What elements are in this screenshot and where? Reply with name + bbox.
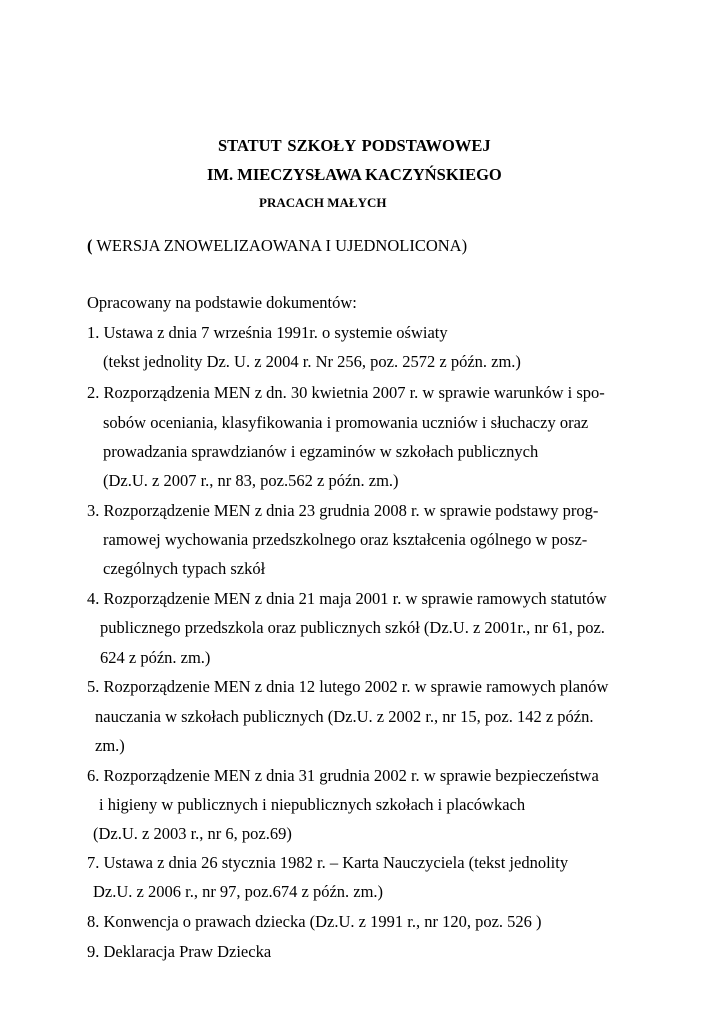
doc-3-line-1: 3. Rozporządzenie MEN z dnia 23 grudnia 2008 r. w sprawie podstawy prog- [87, 501, 599, 520]
doc-3-line-3: czególnych typach szkół [103, 559, 266, 578]
doc-2-line-4: (Dz.U. z 2007 r., nr 83, poz.562 z późn. zm.) [103, 471, 399, 490]
doc-5-line-2: nauczania w szkołach publicznych (Dz.U. z 2002 r., nr 15, poz. 142 z późn. [95, 707, 594, 726]
doc-4-line-1: 4. Rozporządzenie MEN z dnia 21 maja 2001 r. w sprawie ramowych statutów [87, 589, 607, 608]
doc-6-line-3: (Dz.U. z 2003 r., nr 6, poz.69) [93, 824, 292, 843]
version-note [87, 236, 467, 256]
doc-6-line-2: i higieny w publicznych i niepublicznych szkołach i placówkach [99, 795, 526, 814]
version-open-paren: ( [87, 236, 93, 255]
doc-5-line-1: 5. Rozporządzenie MEN z dnia 12 lutego 2002 r. w sprawie ramowych planów [87, 677, 609, 696]
doc-7-line-2: Dz.U. z 2006 r., nr 97, poz.674 z późn. zm.) [93, 882, 384, 901]
doc-2-line-3: prowadzania sprawdzianów i egzaminów w szkołach publicznych [103, 442, 539, 461]
doc-2-line-1: 2. Rozporządzenia MEN z dn. 30 kwietnia 2007 r. w sprawie warunków i spo- [87, 383, 605, 402]
doc-1-line-1: 1. Ustawa z dnia 7 września 1991r. o systemie oświaty [87, 323, 448, 342]
title-line-3: PRACACH MAŁYCH [259, 195, 387, 210]
doc-5-line-3: zm.) [95, 736, 125, 755]
doc-8-line-1: 8. Konwencja o prawach dziecka (Dz.U. z 1991 r., nr 120, poz. 526 ) [87, 912, 542, 931]
intro-text: Opracowany na podstawie dokumentów: [87, 293, 357, 312]
doc-7-line-1: 7. Ustawa z dnia 26 stycznia 1982 r. – Karta Nauczyciela (tekst jednolity [87, 853, 569, 872]
doc-4-line-3: 624 z późn. zm.) [100, 648, 211, 667]
title-line-2: IM. MIECZYSŁAWA KACZYŃSKIEGO [207, 165, 502, 184]
doc-3-line-2: ramowej wychowania przedszkolnego oraz kształcenia ogólnego w posz- [103, 530, 588, 549]
doc-6-line-1: 6. Rozporządzenie MEN z dnia 31 grudnia 2002 r. w sprawie bezpieczeństwa [87, 766, 599, 785]
version-text: WERSJA ZNOWELIZAOWANA I UJEDNOLICONA) [92, 236, 468, 255]
doc-4-line-2: publicznego przedszkola oraz publicznych szkół (Dz.U. z 2001r., nr 61, poz. [100, 618, 605, 637]
doc-1-line-2: (tekst jednolity Dz. U. z 2004 r. Nr 256, poz. 2572 z późn. zm.) [103, 352, 521, 371]
title-line-1: STATUT SZKOŁY PODSTAWOWEJ [218, 136, 491, 155]
doc-9-line-1: 9. Deklaracja Praw Dziecka [87, 942, 272, 961]
doc-2-line-2: sobów oceniania, klasyfikowania i promowania uczniów i słuchaczy oraz [103, 413, 589, 432]
